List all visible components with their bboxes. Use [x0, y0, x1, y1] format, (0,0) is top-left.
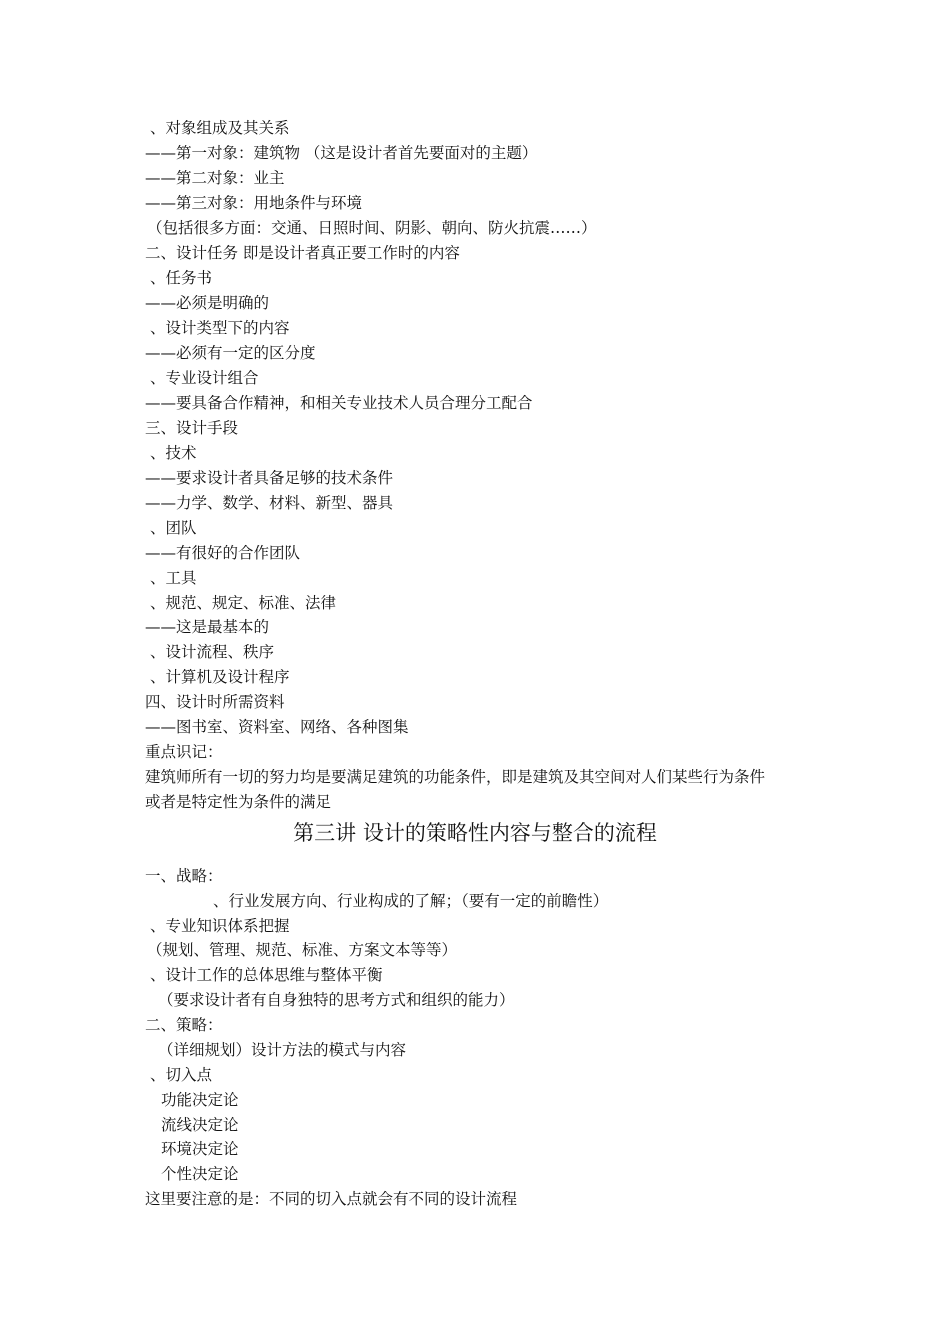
text-line: 、规范、规定、标准、法律	[150, 594, 337, 612]
text-line: 、专业知识体系把握	[150, 917, 290, 935]
text-line: 、行业发展方向、行业构成的了解；（要有一定的前瞻性）	[213, 892, 609, 910]
text-line: 环境决定论	[161, 1140, 239, 1158]
text-line: ——第一对象：建筑物 （这是设计者首先要面对的主题）	[145, 144, 538, 162]
text-line: 三、设计手段	[145, 419, 239, 437]
text-line: 、设计类型下的内容	[150, 319, 290, 337]
text-line: ——要具备合作精神，和相关专业技术人员合理分工配合	[145, 394, 533, 412]
text-line: 建筑师所有一切的努力均是要满足建筑的功能条件，即是建筑及其空间对人们某些行为条件	[145, 768, 766, 786]
text-line: 、对象组成及其关系	[150, 119, 290, 137]
text-line: 、设计流程、秩序	[150, 643, 275, 661]
text-line: （要求设计者有自身独特的思考方式和组织的能力）	[158, 991, 515, 1009]
text-line: ——要求设计者具备足够的技术条件	[145, 469, 394, 487]
text-line: 一、战略：	[145, 867, 223, 885]
text-line: 、切入点	[150, 1066, 213, 1084]
text-line: （详细规划）设计方法的模式与内容	[158, 1041, 407, 1059]
text-line: ——必须有一定的区分度	[145, 344, 316, 362]
text-line: 二、策略：	[145, 1016, 223, 1034]
text-line: ——图书室、资料室、网络、各种图集	[145, 718, 409, 736]
text-line: （规划、管理、规范、标准、方案文本等等）	[147, 941, 458, 959]
text-line: 、专业设计组合	[150, 369, 259, 387]
text-line: ——第三对象：用地条件与环境	[145, 194, 363, 212]
text-line: ——这是最基本的	[145, 618, 270, 636]
text-line: 四、设计时所需资料	[145, 693, 285, 711]
text-line: 功能决定论	[161, 1091, 239, 1109]
text-line: 个性决定论	[161, 1165, 239, 1183]
text-line: 、工具	[150, 569, 197, 587]
text-line: 流线决定论	[161, 1116, 239, 1134]
text-line: 、团队	[150, 519, 197, 537]
text-line: 或者是特定性为条件的满足	[145, 793, 332, 811]
text-line: （包括很多方面：交通、日照时间、阴影、朝向、防火抗震……）	[147, 219, 597, 237]
text-line: ——第二对象：业主	[145, 169, 285, 187]
text-line: 、设计工作的总体思维与整体平衡	[150, 966, 383, 984]
text-line: 这里要注意的是：不同的切入点就会有不同的设计流程	[145, 1190, 518, 1208]
text-line: 二、设计任务 即是设计者真正要工作时的内容	[145, 244, 460, 262]
text-line: ——力学、数学、材料、新型、器具	[145, 494, 394, 512]
text-line: 、计算机及设计程序	[150, 668, 290, 686]
section-title: 第三讲 设计的策略性内容与整合的流程	[293, 821, 657, 845]
text-line: 、技术	[150, 444, 197, 462]
text-line: 、任务书	[150, 269, 213, 287]
text-line: 重点识记：	[145, 743, 223, 761]
text-line: ——有很好的合作团队	[145, 544, 301, 562]
text-line: ——必须是明确的	[145, 294, 270, 312]
